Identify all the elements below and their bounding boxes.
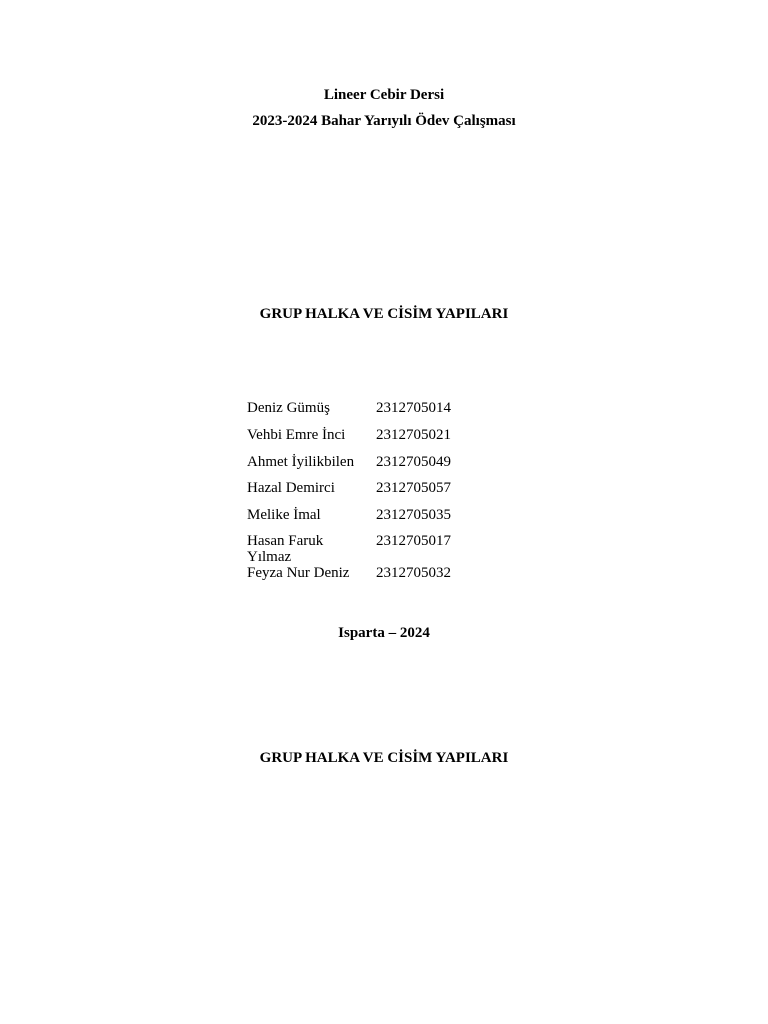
semester-line: 2023-2024 Bahar Yarıyılı Ödev Çalışması <box>252 113 516 129</box>
member-name: Deniz Gümüş <box>247 400 330 416</box>
course-title: Lineer Cebir Dersi <box>323 87 445 103</box>
member-name: Melike İmal <box>247 507 321 523</box>
member-name: Feyza Nur Deniz <box>247 565 350 581</box>
member-id: 2312705035 <box>376 507 451 523</box>
member-id: 2312705014 <box>376 400 451 416</box>
place-year: Isparta – 2024 <box>338 625 430 641</box>
member-name: Ahmet İyilikbilen <box>247 454 355 470</box>
member-id: 2312705021 <box>376 427 451 443</box>
member-name: Hazal Demirci <box>247 480 335 496</box>
member-id: 2312705032 <box>376 565 451 581</box>
member-id: 2312705049 <box>376 454 451 470</box>
member-name: Hasan Faruk Yılmaz <box>247 533 324 565</box>
member-id: 2312705057 <box>376 480 451 496</box>
member-id: 2312705017 <box>376 533 451 549</box>
group-title: GRUP HALKA VE CİSİM YAPILARI <box>259 306 509 322</box>
group-title-repeat: GRUP HALKA VE CİSİM YAPILARI <box>259 750 509 766</box>
member-name: Vehbi Emre İnci <box>247 427 346 443</box>
